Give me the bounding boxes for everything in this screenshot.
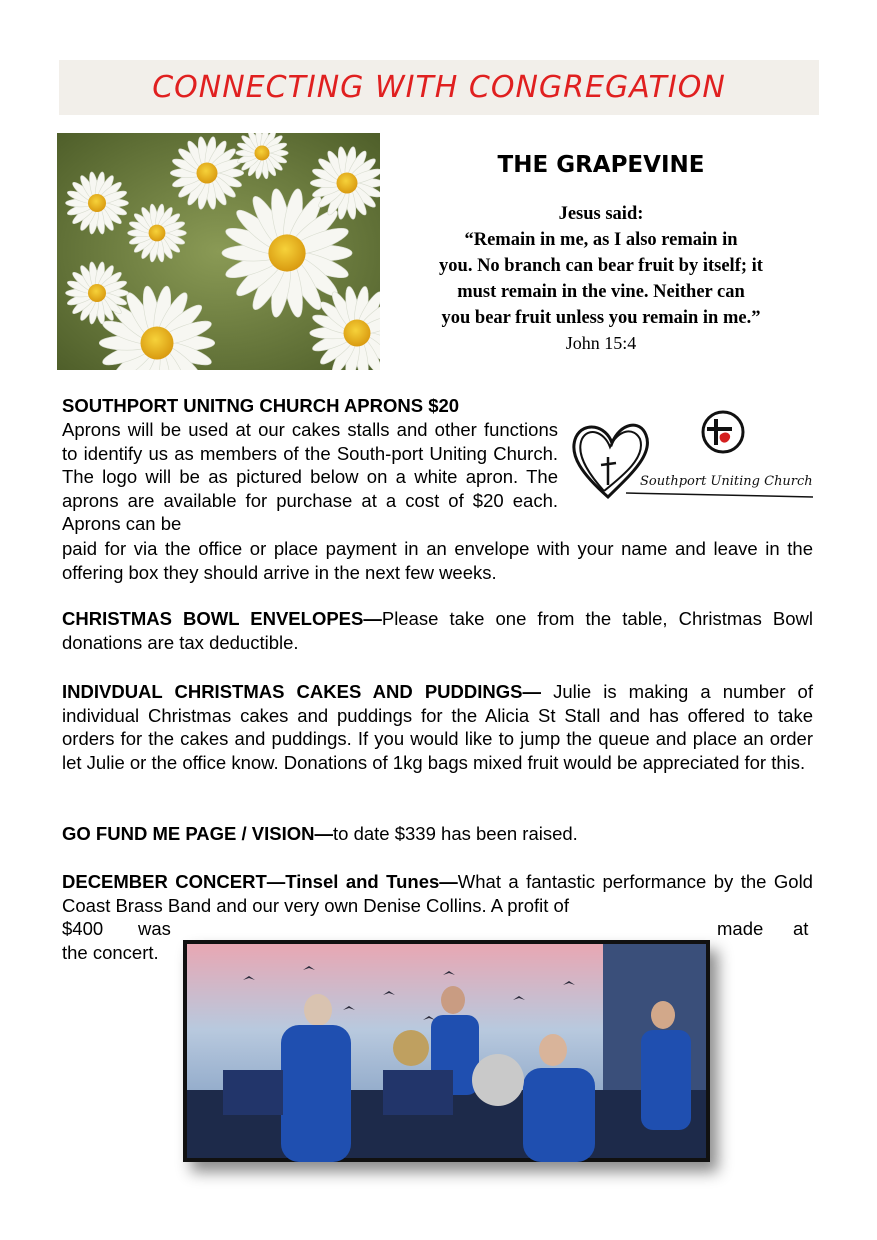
- aprons-body: Aprons will be used at our cakes stalls and other functions to identify us as members of the South-port Uniting Church. The logo will be as pictured below on a white apron. The aprons are available for purchase at a cost of $20 each. Aprons can be: [62, 419, 558, 535]
- christmas-bowl-heading: CHRISTMAS BOWL ENVELOPES—: [62, 608, 382, 629]
- christmas-bowl-body: Please take one from the table, Christmas Bowl donations are tax deductible.: [62, 608, 813, 653]
- concert-heading: DECEMBER CONCERT—Tinsel and Tunes—: [62, 871, 458, 892]
- section-banner: [59, 60, 819, 115]
- concert-body: What a fantastic performance by the Gold Coast Brass Band and our very own Denise Collins. A profit of: [62, 871, 813, 916]
- aprons-heading: SOUTHPORT UNITNG CHURCH APRONS $20: [62, 395, 460, 416]
- concert-last-line: the concert.: [62, 942, 159, 963]
- quote-line: you bear fruit unless you remain in me.”: [441, 308, 761, 328]
- concert-paragraph: [62, 870, 813, 917]
- concert-word: made: [717, 918, 764, 939]
- concert-word: $400: [62, 918, 104, 939]
- banner-title: CONNECTING WITH CONGREGATION: [152, 70, 726, 105]
- concert-word: at: [793, 918, 809, 939]
- daisy-photo: [57, 133, 380, 370]
- grapevine-title: THE GRAPEVINE: [497, 152, 705, 178]
- cakes-heading: INDIVDUAL CHRISTMAS CAKES AND PUDDINGS—: [62, 681, 541, 702]
- brass-band-photo: [183, 940, 710, 1162]
- quote-line: you. No branch can bear fruit by itself; it: [439, 256, 763, 276]
- aprons-body-continued: paid for via the office or place payment in an envelope with your name and leave in the offering box they should arrive in the next few weeks.: [62, 538, 813, 583]
- quote-reference: John 15:4: [565, 333, 637, 353]
- logo-text: Southport Uniting Church: [640, 474, 813, 489]
- concert-word: was: [138, 918, 171, 939]
- cakes-paragraph: [62, 680, 813, 774]
- gofundme-body: to date $339 has been raised.: [333, 823, 578, 844]
- gofundme-paragraph: [62, 822, 813, 846]
- quote-line: must remain in the vine. Neither can: [457, 282, 745, 302]
- cakes-body: Julie is making a number of individual Christmas cakes and puddings for the Alicia St Stall and has offered to take orders for the cakes and puddings. If you would like to jump the queue and place an order let Julie or the office know. Donations of 1kg bags mixed fruit would be appreciated for this.: [62, 681, 813, 773]
- christmas-bowl-paragraph: [62, 607, 813, 654]
- quote-line: “Remain in me, as I also remain in: [464, 230, 738, 250]
- scripture-quote: [390, 201, 812, 354]
- quote-intro: Jesus said:: [558, 204, 644, 224]
- gofundme-heading: GO FUND ME PAGE / VISION—: [62, 823, 334, 844]
- church-logo: [568, 405, 818, 505]
